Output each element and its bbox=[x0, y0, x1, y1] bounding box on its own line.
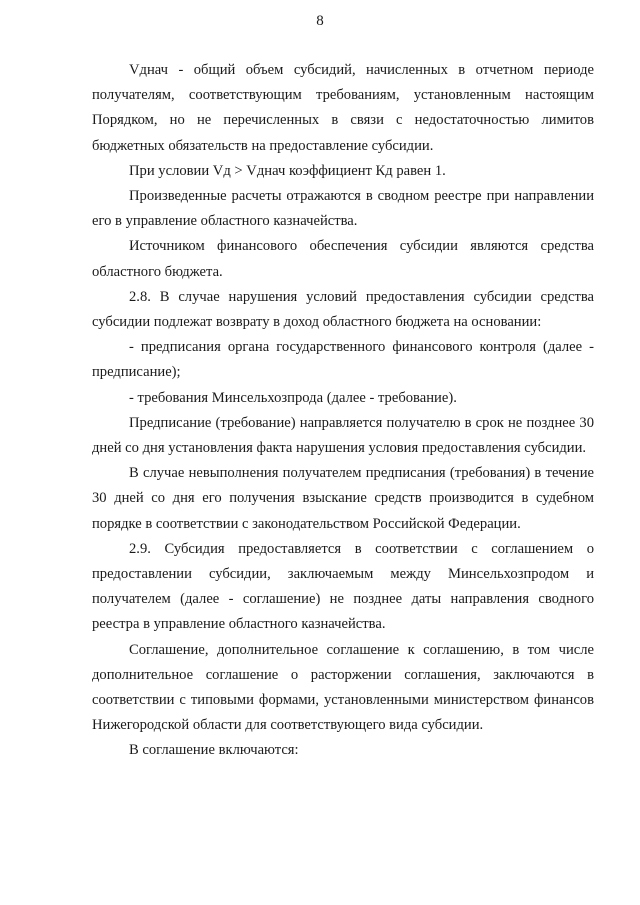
paragraph-non-compliance: В случае невыполнения получателем предписания (требования) в течение 30 дней со дня его получения взыскание средств производится в судебном порядке в соответствии с законодательством Российской Федерации. bbox=[92, 465, 594, 532]
paragraph-section-2-9: 2.9. Субсидия предоставляется в соответствии с соглашением о предоставлении субсидии, заключаемым между Минсельхозпродом и получателем (далее - соглашение) не позднее даты направления сводного реестра в управление областного казначейства. bbox=[92, 540, 594, 633]
paragraph-funding-source: Источником финансового обеспечения субсидии являются средства областного бюджета. bbox=[92, 238, 594, 280]
paragraph-coefficient-condition: При условии Vд > Vднач коэффициент Кд равен 1. bbox=[129, 162, 446, 179]
paragraph-prescription-deadline: Предписание (требование) направляется получателю в срок не позднее 30 дней со дня установления факта нарушения условия предоставления субсидии. bbox=[92, 414, 594, 457]
paragraph-calculations-reflected: Произведенные расчеты отражаются в сводном реестре при направлении его в управление областного казначейства. bbox=[92, 188, 594, 230]
paragraph-vdnach-definition: Vднач - общий объем субсидий, начисленных в отчетном периоде получателям, соответствующим требованиям, установленным настоящим Порядком, но не перечисленных в связи с недостаточностью лимитов бюджетных обязательств на предоставление субсидии. bbox=[92, 62, 594, 154]
list-item-requirement: - требования Минсельхозпрода (далее - требование). bbox=[129, 389, 457, 406]
paragraph-agreement-includes: В соглашение включаются: bbox=[129, 742, 299, 759]
list-item-prescription: - предписания органа государственного финансового контроля (далее - предписание); bbox=[92, 339, 594, 381]
paragraph-section-2-8: 2.8. В случае нарушения условий предоставления субсидии средства субсидии подлежат возврату в доход областного бюджета на основании: bbox=[92, 288, 594, 331]
paragraph-agreement-forms: Соглашение, дополнительное соглашение к соглашению, в том числе дополнительное соглашение о расторжении соглашения, заключаются в соответствии с типовыми формами, установленными министерством финансов Нижегородской области для соответствующего вида субсидии. bbox=[92, 641, 594, 734]
document-body bbox=[92, 58, 594, 764]
page-number: 8 bbox=[316, 13, 324, 29]
